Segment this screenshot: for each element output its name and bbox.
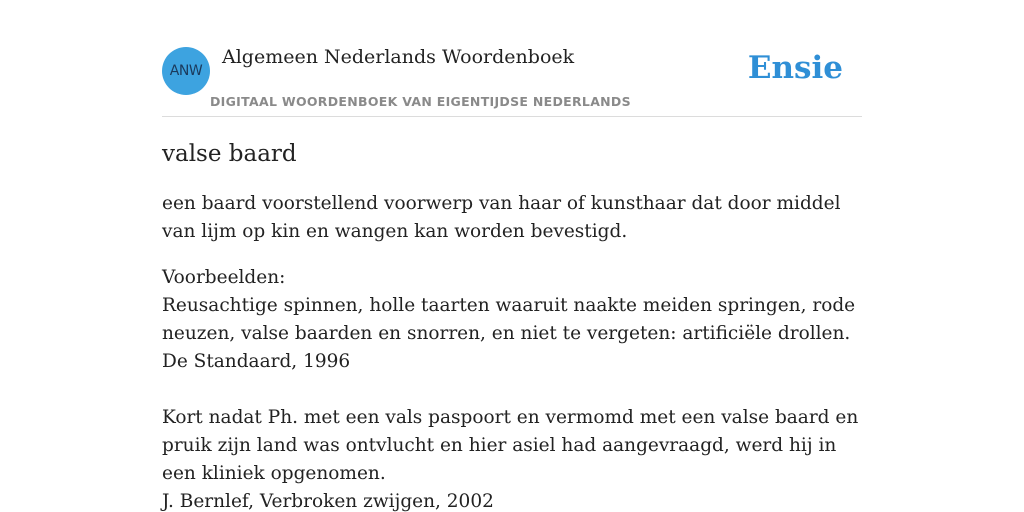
examples-label: Voorbeelden:: [162, 267, 286, 288]
ensie-brand-link[interactable]: Ensie: [747, 50, 843, 86]
example-item: [162, 292, 867, 376]
source-subtitle: DIGITAAL WOORDENBOEK VAN EIGENTIJDSE NEDERLANDS: [210, 94, 631, 109]
definition: een baard voorstellend voorwerp van haar of kunsthaar dat door middel van lijm op kin en wangen kan worden bevestigd.: [162, 193, 841, 242]
headword: valse baard: [162, 141, 297, 167]
example-source: J. Bernlef, Verbroken zwijgen, 2002: [162, 491, 494, 512]
example-quote: Reusachtige spinnen, holle taarten waaruit naakte meiden springen, rode neuzen, valse baarden en snorren, en niet te vergeten: artificiële drollen.: [162, 295, 856, 344]
anw-logo[interactable]: ANW: [162, 47, 210, 95]
source-title[interactable]: Algemeen Nederlands Woordenboek: [222, 46, 575, 68]
example-source: De Standaard, 1996: [162, 351, 351, 372]
entry-content: [162, 138, 867, 512]
site-header: [162, 0, 862, 117]
example-item: [162, 404, 867, 512]
example-quote: Kort nadat Ph. met een vals paspoort en vermomd met een valse baard en pruik zijn land was ontvlucht en hier asiel had aangevraagd, werd hij in een kliniek opgenomen.: [162, 407, 859, 484]
